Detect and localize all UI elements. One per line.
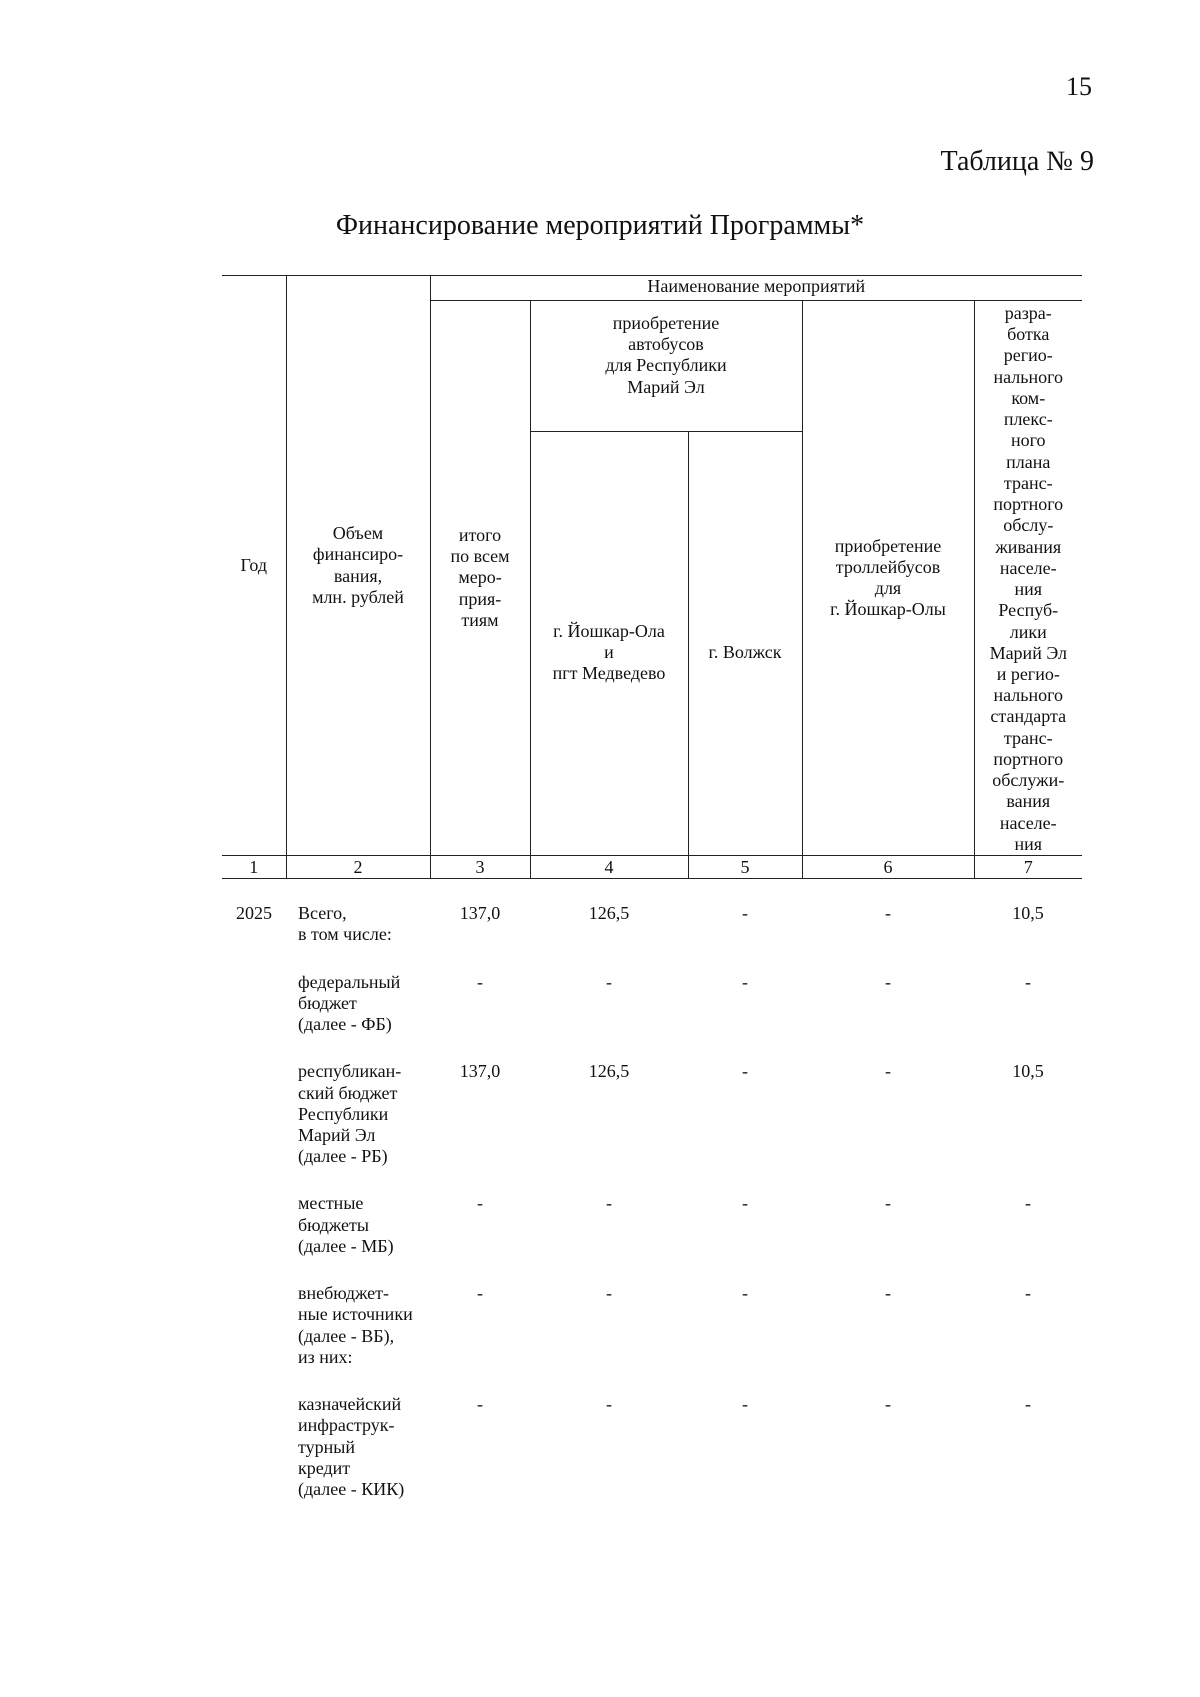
header-text-line: ния [1014, 833, 1043, 854]
table-body [222, 879, 1082, 1501]
table-row [222, 1257, 1082, 1368]
header-text-line: троллейбусов [835, 556, 941, 577]
cell-year [222, 1035, 286, 1167]
cell-value: - [606, 971, 612, 992]
funding-source-line: Всего, [298, 903, 347, 924]
funding-source-line: (далее - ФБ) [298, 1014, 392, 1035]
table-row [222, 1368, 1082, 1500]
cell-value: 137,0 [459, 903, 501, 924]
cell-year [222, 1167, 286, 1257]
header-text-line: прия- [458, 588, 502, 609]
header-text-line: млн. рублей [312, 586, 404, 607]
header-text-line: плана [1006, 451, 1051, 472]
header-text-line: Марий Эл [627, 376, 705, 397]
header-text-line: нального [993, 366, 1064, 387]
column-number: 1 [222, 856, 286, 879]
header-volzhsk: г. Волжск [688, 432, 802, 856]
column-number: 4 [530, 856, 688, 879]
header-text-line: тиям [461, 609, 499, 630]
cell-value: - [742, 1061, 748, 1082]
cell-funding-source [286, 1257, 430, 1368]
header-text-line: пгт Медведево [552, 663, 666, 684]
page-title: Финансирование мероприятий Программы* [335, 210, 865, 241]
cell-value: - [1025, 971, 1031, 992]
funding-source-line: турный [298, 1436, 355, 1457]
header-text-line: регио- [1003, 345, 1053, 366]
header-text-line: и [604, 641, 614, 662]
header-text-line: финансиро- [312, 544, 404, 565]
header-transport-plan [974, 301, 1082, 856]
cell-funding-source [286, 1167, 430, 1257]
cell-value: 126,5 [588, 903, 630, 924]
funding-source-line: Республики [298, 1103, 389, 1124]
header-text-line: для [874, 578, 902, 599]
financing-table [222, 275, 1082, 1500]
cell-year: 2025 [236, 903, 272, 924]
column-number: 6 [802, 856, 974, 879]
funding-source-line: республикан- [298, 1061, 402, 1082]
header-text-line: по всем [450, 546, 510, 567]
cell-value: - [885, 971, 891, 992]
header-text-line: и регио- [996, 663, 1060, 684]
funding-source-line: бюджет [298, 992, 357, 1013]
header-text-line: Респуб- [998, 600, 1059, 621]
header-text-line: меро- [458, 567, 502, 588]
header-text-line: живания [995, 536, 1062, 557]
table-header [222, 276, 1082, 879]
header-yoshkar-ola [530, 432, 688, 856]
cell-value: - [1025, 1394, 1031, 1415]
cell-value: - [742, 1283, 748, 1304]
header-text-line: населе- [999, 812, 1057, 833]
funding-source-line: в том числе: [298, 924, 392, 945]
column-number: 5 [688, 856, 802, 879]
cell-value: - [477, 1394, 483, 1415]
cell-value: - [606, 1283, 612, 1304]
header-year: Год [222, 276, 286, 856]
header-text-line: вания, [333, 565, 383, 586]
cell-value: - [477, 1283, 483, 1304]
table-row [222, 1167, 1082, 1257]
cell-value: - [742, 1394, 748, 1415]
header-text-line: г. Йошкар-Олы [830, 599, 946, 620]
cell-year [222, 946, 286, 1036]
funding-source-line: (далее - РБ) [298, 1146, 388, 1167]
header-text-line: Марий Эл [989, 642, 1067, 663]
header-text-line: итого [458, 524, 502, 545]
funding-source-line: (далее - МБ) [298, 1235, 394, 1256]
header-text-line: ния [1014, 579, 1043, 600]
column-number: 7 [974, 856, 1082, 879]
funding-source-line: местные [298, 1193, 364, 1214]
header-text-line: транс- [1003, 472, 1053, 493]
cell-value: 126,5 [588, 1061, 630, 1082]
header-text-line: ком- [1011, 387, 1046, 408]
cell-value: 10,5 [1012, 903, 1044, 924]
cell-year [222, 1368, 286, 1500]
funding-source-line: Марий Эл [298, 1124, 376, 1145]
funding-source-line: инфраструк- [298, 1415, 395, 1436]
cell-value: - [885, 1061, 891, 1082]
cell-value: - [742, 971, 748, 992]
header-text-line: приобретение [612, 313, 720, 333]
cell-value: - [606, 1394, 612, 1415]
header-text-line: автобусов [628, 334, 704, 355]
funding-source-line: ные источники [298, 1304, 413, 1325]
funding-source-line: (далее - ВБ), [298, 1325, 395, 1346]
header-volume [286, 276, 430, 856]
header-text-line: Объем [332, 523, 384, 544]
funding-source-line: федеральный [298, 971, 401, 992]
page-number: 15 [1066, 72, 1092, 101]
header-text-line: нального [993, 685, 1064, 706]
header-text-line: стандарта [990, 706, 1067, 727]
header-text-line: для Республики [605, 355, 727, 376]
header-text-line: ного [1010, 430, 1046, 451]
header-text-line: лики [1009, 621, 1047, 642]
header-text-line: обслужи- [992, 770, 1065, 791]
funding-source-line: из них: [298, 1346, 353, 1367]
cell-funding-source [286, 946, 430, 1036]
header-measures-group: Наименование мероприятий [430, 276, 1082, 301]
header-total [430, 301, 530, 856]
funding-source-line: (далее - КИК) [298, 1479, 405, 1500]
table-row [222, 946, 1082, 1036]
header-trolleybus-purchase [802, 301, 974, 856]
funding-source-line: бюджеты [298, 1214, 369, 1235]
cell-value: - [477, 971, 483, 992]
cell-funding-source [286, 879, 430, 946]
table-row [222, 879, 1082, 946]
cell-value: - [885, 1394, 891, 1415]
header-bus-purchase [530, 301, 802, 432]
cell-value: 10,5 [1012, 1061, 1044, 1082]
header-text-line: разра- [1004, 303, 1052, 323]
header-text-line: вания [1006, 791, 1051, 812]
header-text-line: ботка [1007, 324, 1050, 345]
column-number: 2 [286, 856, 430, 879]
funding-source-line: казначейский [298, 1394, 402, 1415]
cell-value: - [885, 1193, 891, 1214]
header-text-line: г. Йошкар-Ола [553, 620, 665, 641]
header-text-line: обслу- [1003, 515, 1054, 536]
header-text-line: портного [993, 494, 1064, 515]
cell-value: - [742, 903, 748, 924]
cell-value: - [477, 1193, 483, 1214]
column-number: 3 [430, 856, 530, 879]
header-text-line: транс- [1003, 727, 1053, 748]
funding-source-line: ский бюджет [298, 1082, 398, 1103]
header-text-line: плекс- [1003, 409, 1053, 430]
cell-value: 137,0 [459, 1061, 501, 1082]
funding-source-line: кредит [298, 1457, 351, 1478]
header-text-line: приобретение [834, 535, 942, 556]
cell-value: - [742, 1193, 748, 1214]
header-text-line: портного [993, 748, 1064, 769]
funding-source-line: внебюджет- [298, 1283, 390, 1304]
header-text-line: населе- [999, 557, 1057, 578]
cell-year [222, 1257, 286, 1368]
cell-funding-source [286, 1035, 430, 1167]
cell-value: - [885, 1283, 891, 1304]
column-numbers-row [222, 856, 1082, 879]
table-label: Таблица № 9 [940, 146, 1094, 177]
cell-funding-source [286, 1368, 430, 1500]
table-row [222, 1035, 1082, 1167]
cell-value: - [606, 1193, 612, 1214]
cell-value: - [1025, 1283, 1031, 1304]
cell-value: - [885, 903, 891, 924]
cell-value: - [1025, 1193, 1031, 1214]
